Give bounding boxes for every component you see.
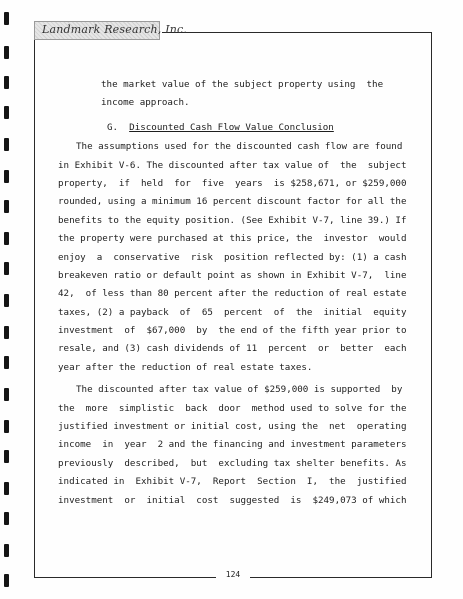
section-title: Discounted Cash Flow Value Conclusion <box>129 121 334 133</box>
frame-bottom-border-left <box>34 577 216 578</box>
binder-hole <box>4 420 9 433</box>
paragraph-1-line: in Exhibit V-6. The discounted after tax value of the subject <box>58 159 407 171</box>
binder-hole <box>4 544 9 557</box>
binder-hole <box>4 76 9 89</box>
intro-line: the market value of the subject property using the <box>101 79 384 90</box>
binder-hole <box>4 200 9 213</box>
binder-hole <box>4 12 9 25</box>
paragraph-1-line: benefits to the equity position. (See Exhibit V-7, line 39.) If <box>58 214 407 226</box>
company-logo <box>34 21 188 40</box>
frame-bottom-border-right <box>250 577 432 578</box>
paragraph-1-line: investment of $67,000 by the end of the fifth year prior to <box>58 325 407 337</box>
paragraph-1-line: The assumptions used for the discounted cash flow are found <box>76 141 403 153</box>
binder-hole <box>4 512 9 525</box>
binder-holes <box>4 0 11 599</box>
binder-hole <box>4 106 9 119</box>
paragraph-1-line: enjoy a conservative risk position reflected by: (1) a cash <box>58 251 407 263</box>
paragraph-1-line: taxes, (2) a payback of 65 percent of the initial equity <box>58 306 407 318</box>
binder-hole <box>4 482 9 495</box>
company-logo-text: Landmark Research, Inc. <box>42 23 188 36</box>
frame-top-border <box>162 32 432 33</box>
paragraph-1-line: breakeven ratio or default point as shown in Exhibit V-7, line <box>58 269 407 281</box>
binder-hole <box>4 574 9 587</box>
paragraph-2-line: indicated in Exhibit V-7, Report Section I, the justified <box>58 476 407 488</box>
paragraph-2-line: income in year 2 and the financing and investment parameters <box>58 439 407 451</box>
section-letter: G. <box>107 121 119 133</box>
paragraph-1-line: property, if held for five years is $258,671, or $259,000 <box>58 177 407 189</box>
binder-hole <box>4 46 9 59</box>
paragraph-2-line: previously described, but excluding tax shelter benefits. As <box>58 457 407 469</box>
paragraph-1-line: year after the reduction of real estate taxes. <box>58 361 313 373</box>
binder-hole <box>4 232 9 245</box>
paragraph-1-line: 42, of less than 80 percent after the reduction of real estate <box>58 288 407 300</box>
paragraph-1-line: rounded, using a minimum 16 percent discount factor for all the <box>58 196 407 208</box>
intro-line: income approach. <box>101 97 190 109</box>
binder-hole <box>4 388 9 401</box>
binder-hole <box>4 138 9 151</box>
paragraph-2-line: the more simplistic back door method used to solve for the <box>58 402 407 414</box>
frame-right-border <box>431 32 432 578</box>
binder-hole <box>4 450 9 463</box>
frame-left-border <box>34 32 35 578</box>
binder-hole <box>4 356 9 369</box>
document-body <box>58 76 410 510</box>
binder-hole <box>4 170 9 183</box>
paragraph-2-line: The discounted after tax value of $259,000 is supported by <box>76 384 403 396</box>
page-number: 124 <box>225 570 241 579</box>
paragraph-1-line: resale, and (3) cash dividends of 11 percent or better each <box>58 343 407 355</box>
binder-hole <box>4 326 9 339</box>
section-heading <box>58 119 410 137</box>
paragraph-2-line: investment or initial cost suggested is $249,073 of which <box>58 494 407 506</box>
paragraph-2-line: justified investment or initial cost, using the net operating <box>58 421 407 433</box>
binder-hole <box>4 294 9 307</box>
paragraph-1-line: the property were purchased at this price, the investor would <box>58 233 407 245</box>
binder-hole <box>4 262 9 275</box>
